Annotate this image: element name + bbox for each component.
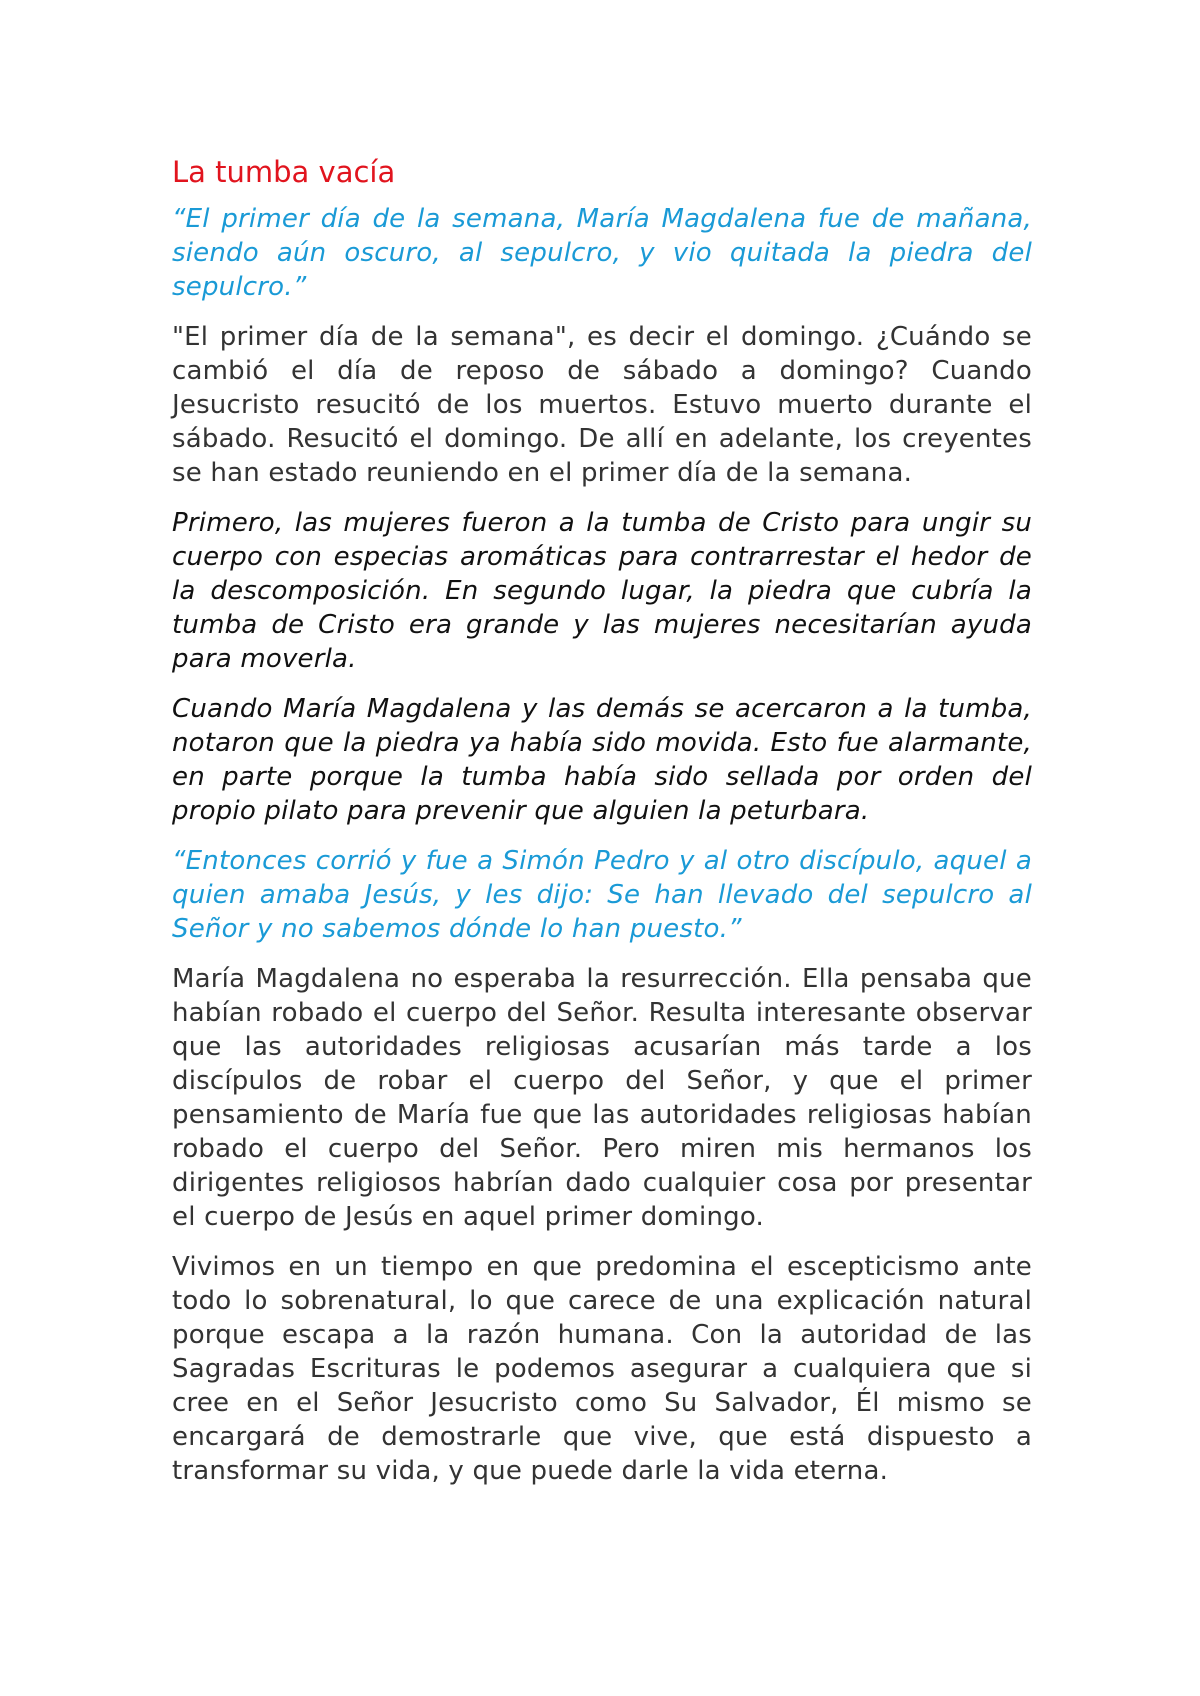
document-title: La tumba vacía	[172, 155, 396, 189]
body-paragraph-1: "El primer día de la semana", es decir el domingo. ¿Cuándo se cambió el día de reposo de sábado a domingo? Cuando Jesucristo resucitó de los muertos. Estuvo muerto durante el sábado. Resucitó el domingo. De allí en adelante, los creyentes se han estado reuniendo en el primer día de la semana.	[172, 322, 1032, 488]
scripture-quote-1: “El primer día de la semana, María Magdalena fue de mañana, siendo aún oscuro, al sepulcro, y vio quitada la piedra del sepulcro.”	[172, 204, 1032, 302]
commentary-paragraph-1: Primero, las mujeres fueron a la tumba de Cristo para ungir su cuerpo con especias aromáticas para contrarrestar el hedor de la descomposición. En segundo lugar, la piedra que cubría la tumba de Cristo era grande y las mujeres necesitarían ayuda para moverla.	[172, 508, 1032, 674]
body-paragraph-3: Vivimos en un tiempo en que predomina el escepticismo ante todo lo sobrenatural, lo que carece de una explicación natural porque escapa a la razón humana. Con la autoridad de las Sagradas Escrituras le podemos asegurar a cualquiera que si cree en el Señor Jesucristo como Su Salvador, Él mismo se encargará de demostrarle que vive, que está dispuesto a transformar su vida, y que puede darle la vida eterna.	[172, 1252, 1032, 1486]
scripture-quote-2: “Entonces corrió y fue a Simón Pedro y al otro discípulo, aquel a quien amaba Jesús, y les dijo: Se han llevado del sepulcro al Señor y no sabemos dónde lo han puesto.”	[172, 846, 1032, 944]
commentary-paragraph-2: Cuando María Magdalena y las demás se acercaron a la tumba, notaron que la piedra ya había sido movida. Esto fue alarmante, en parte porque la tumba había sido sellada por orden del propio pilato para prevenir que alguien la peturbara.	[172, 694, 1032, 826]
document-page	[172, 152, 1032, 1504]
body-paragraph-2: María Magdalena no esperaba la resurrección. Ella pensaba que habían robado el cuerpo del Señor. Resulta interesante observar que las autoridades religiosas acusarían más tarde a los discípulos de robar el cuerpo del Señor, y que el primer pensamiento de María fue que las autoridades religiosas habían robado el cuerpo del Señor. Pero miren mis hermanos los dirigentes religiosos habrían dado cualquier cosa por presentar el cuerpo de Jesús en aquel primer domingo.	[172, 964, 1032, 1232]
